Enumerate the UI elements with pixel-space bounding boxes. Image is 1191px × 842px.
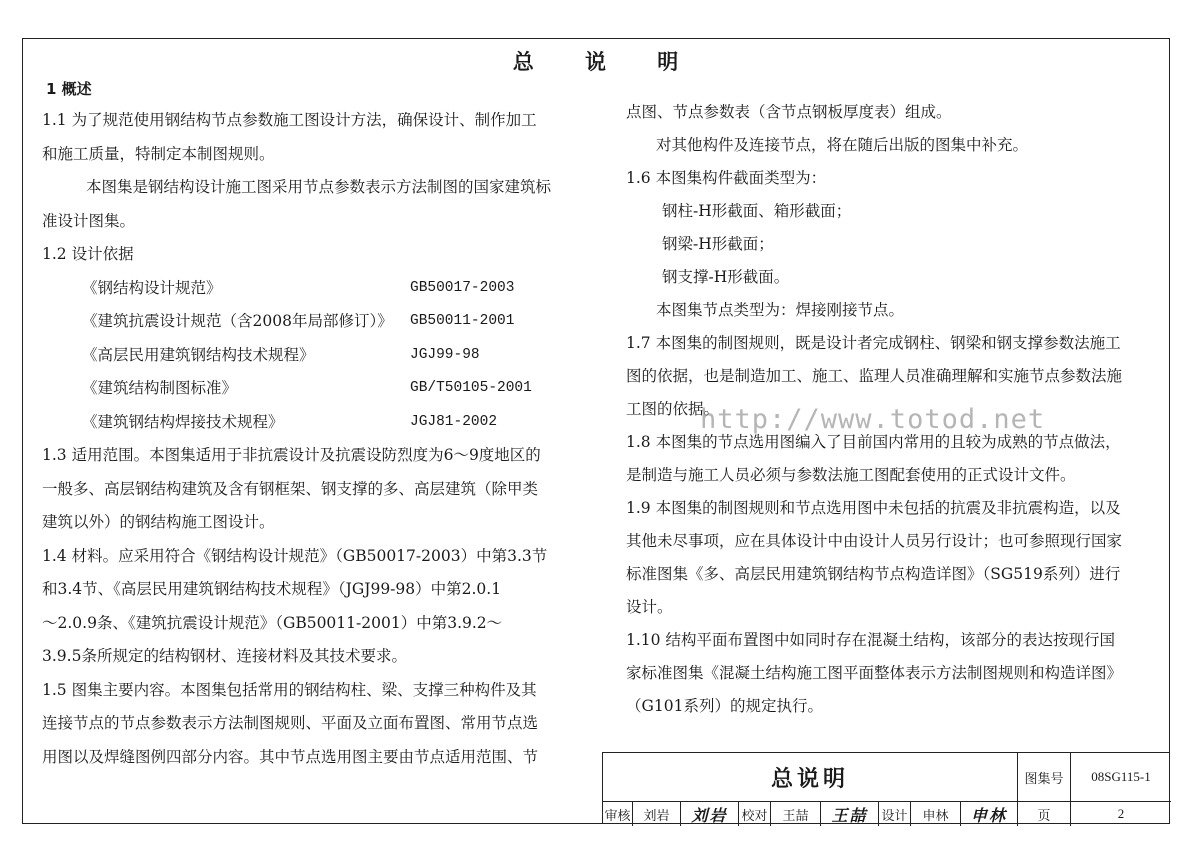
reviewer-signature: 刘岩: [681, 802, 739, 826]
page-label: 页: [1018, 802, 1071, 826]
paragraph-1-7-line: 1.7 本图集的制图规则，既是设计者完成钢柱、钢梁和钢支撑参数法施工: [626, 334, 1121, 352]
paragraph-1-7-line: 工图的依据。: [626, 400, 720, 418]
paragraph-1-3-line: 1.3 适用范围。本图集适用于非抗震设计及抗震设防烈度为6～9度地区的: [42, 446, 541, 464]
title-block: [602, 752, 1170, 824]
reference-title: 《建筑抗震设计规范（含2008年局部修订）》: [82, 312, 393, 330]
review-label: 审核: [603, 802, 633, 826]
reference-code: GB50017-2003: [410, 279, 515, 296]
paragraph-1-1-line: 1.1 为了规范使用钢结构节点参数施工图设计方法，确保设计、制作加工: [42, 111, 537, 129]
paragraph-1-7-line: 图的依据，也是制造加工、施工、监理人员准确理解和实施节点参数法施: [626, 367, 1123, 385]
reference-row: [42, 305, 597, 339]
paragraph-1-1-line: 和施工质量，特制定本制图规则。: [42, 144, 275, 163]
paragraph-1-5-continued: 点图、节点参数表（含节点钢板厚度表）组成。: [626, 103, 952, 121]
paragraph-1-9-line: 标准图集《多、高层民用建筑钢结构节点构造详图》（SG519系列）进行: [626, 565, 1121, 583]
paragraph-1-8-line: 是制造与施工人员必须与参数法施工图配套使用的正式设计文件。: [626, 466, 1076, 484]
paragraph-intro-line: 本图集是钢结构设计施工图采用节点参数表示方法制图的国家建筑标: [86, 178, 552, 196]
paragraph-1-3-line: 建筑以外）的钢结构施工图设计。: [42, 513, 275, 531]
reference-code: JGJ81-2002: [410, 413, 498, 430]
reference-row: [42, 372, 597, 406]
paragraph-1-4-line: ～2.0.9条、《建筑抗震设计规范》（GB50011-2001）中第3.9.2～: [42, 613, 503, 632]
reference-title: 《建筑钢结构焊接技术规程》: [82, 412, 284, 431]
signature-row: [603, 801, 1171, 826]
left-column: [42, 74, 597, 774]
paragraph-1-10-line: （G101系列）的规定执行。: [626, 697, 823, 715]
paragraph-1-5-line: 连接节点的节点参数表示方法制图规则、平面及立面布置图、常用节点选: [42, 714, 539, 732]
watermark-url: http://www.totod.net: [700, 404, 1046, 435]
paragraph-1-6: 1.6 本图集构件截面类型为：: [626, 169, 827, 187]
paragraph-1-4-line: 1.4 材料。应采用符合《钢结构设计规范》（GB50017-2003）中第3.3节: [42, 546, 548, 565]
set-number: 08SG115-1: [1091, 769, 1151, 784]
page-number: 2: [1117, 806, 1125, 821]
paragraph-1-4-line: 和3.4节、《高层民用建筑钢结构技术规程》（JGJ99-98）中第2.0.1: [42, 580, 502, 598]
section-type-item: 钢支撑-H形截面。: [662, 268, 790, 286]
reference-title: 《钢结构设计规范》: [82, 278, 222, 297]
checker-signature: 王喆: [821, 802, 879, 826]
reviewer-name: 刘岩: [633, 802, 681, 826]
node-type-line: 本图集节点类型为：焊接刚接节点。: [656, 301, 905, 319]
section-type-item: 钢梁-H形截面；: [662, 235, 774, 253]
paragraph-1-10-line: 1.10 结构平面布置图中如同时存在混凝土结构，该部分的表达按现行国: [626, 631, 1115, 649]
set-number-label: 图集号: [1018, 753, 1071, 801]
reference-title: 《高层民用建筑钢结构技术规程》: [82, 345, 315, 364]
designer-name: 申林: [911, 802, 961, 826]
designer-signature: 申林: [961, 802, 1018, 826]
paragraph-1-10-line: 家标准图集《混凝土结构施工图平面整体表示方法制图规则和构造详图》: [626, 664, 1123, 682]
reference-code: JGJ99-98: [410, 346, 480, 363]
paragraph-intro-line: 准设计图集。: [42, 211, 136, 230]
design-label: 设计: [879, 802, 911, 826]
section-heading: 1 概述: [46, 80, 92, 98]
paragraph-1-4-line: 3.9.5条所规定的结构钢材、连接材料及其技术要求。: [42, 647, 407, 665]
basis-heading: 1.2 设计依据: [42, 245, 134, 263]
section-type-item: 钢柱-H形截面、箱形截面；: [662, 202, 852, 220]
reference-code: GB/T50105-2001: [410, 380, 532, 396]
paragraph-1-8-line: 1.8 本图集的节点选用图编入了目前国内常用的且较为成熟的节点做法，: [626, 433, 1121, 451]
reference-row: [42, 406, 597, 440]
paragraph-1-5-line: 1.5 图集主要内容。本图集包括常用的钢结构柱、梁、支撑三种构件及其: [42, 680, 537, 699]
reference-row: [42, 339, 597, 373]
reference-title: 《建筑结构制图标准》: [82, 379, 238, 397]
paragraph-1-3-line: 一般多、高层钢结构建筑及含有钢框架、钢支撑的多、高层建筑（除甲类: [42, 479, 539, 498]
drawing-name: 总说明: [603, 753, 1018, 801]
reference-code: GB50011-2001: [410, 313, 515, 329]
paragraph-1-5-note: 对其他构件及连接节点，将在随后出版的图集中补充。: [656, 136, 1029, 154]
page-title: 总 说 明: [512, 50, 701, 74]
paragraph-1-9-line: 1.9 本图集的制图规则和节点选用图中未包括的抗震及非抗震构造，以及: [626, 499, 1121, 517]
reference-row: [42, 272, 597, 306]
paragraph-1-9-line: 设计。: [626, 598, 673, 616]
paragraph-1-9-line: 其他未尽事项，应在具体设计中由设计人员另行设计；也可参照现行国家: [626, 532, 1123, 550]
check-label: 校对: [739, 802, 771, 826]
checker-name: 王喆: [771, 802, 821, 826]
paragraph-1-5-line: 用图以及焊缝图例四部分内容。其中节点选用图主要由节点适用范围、节: [42, 747, 539, 766]
